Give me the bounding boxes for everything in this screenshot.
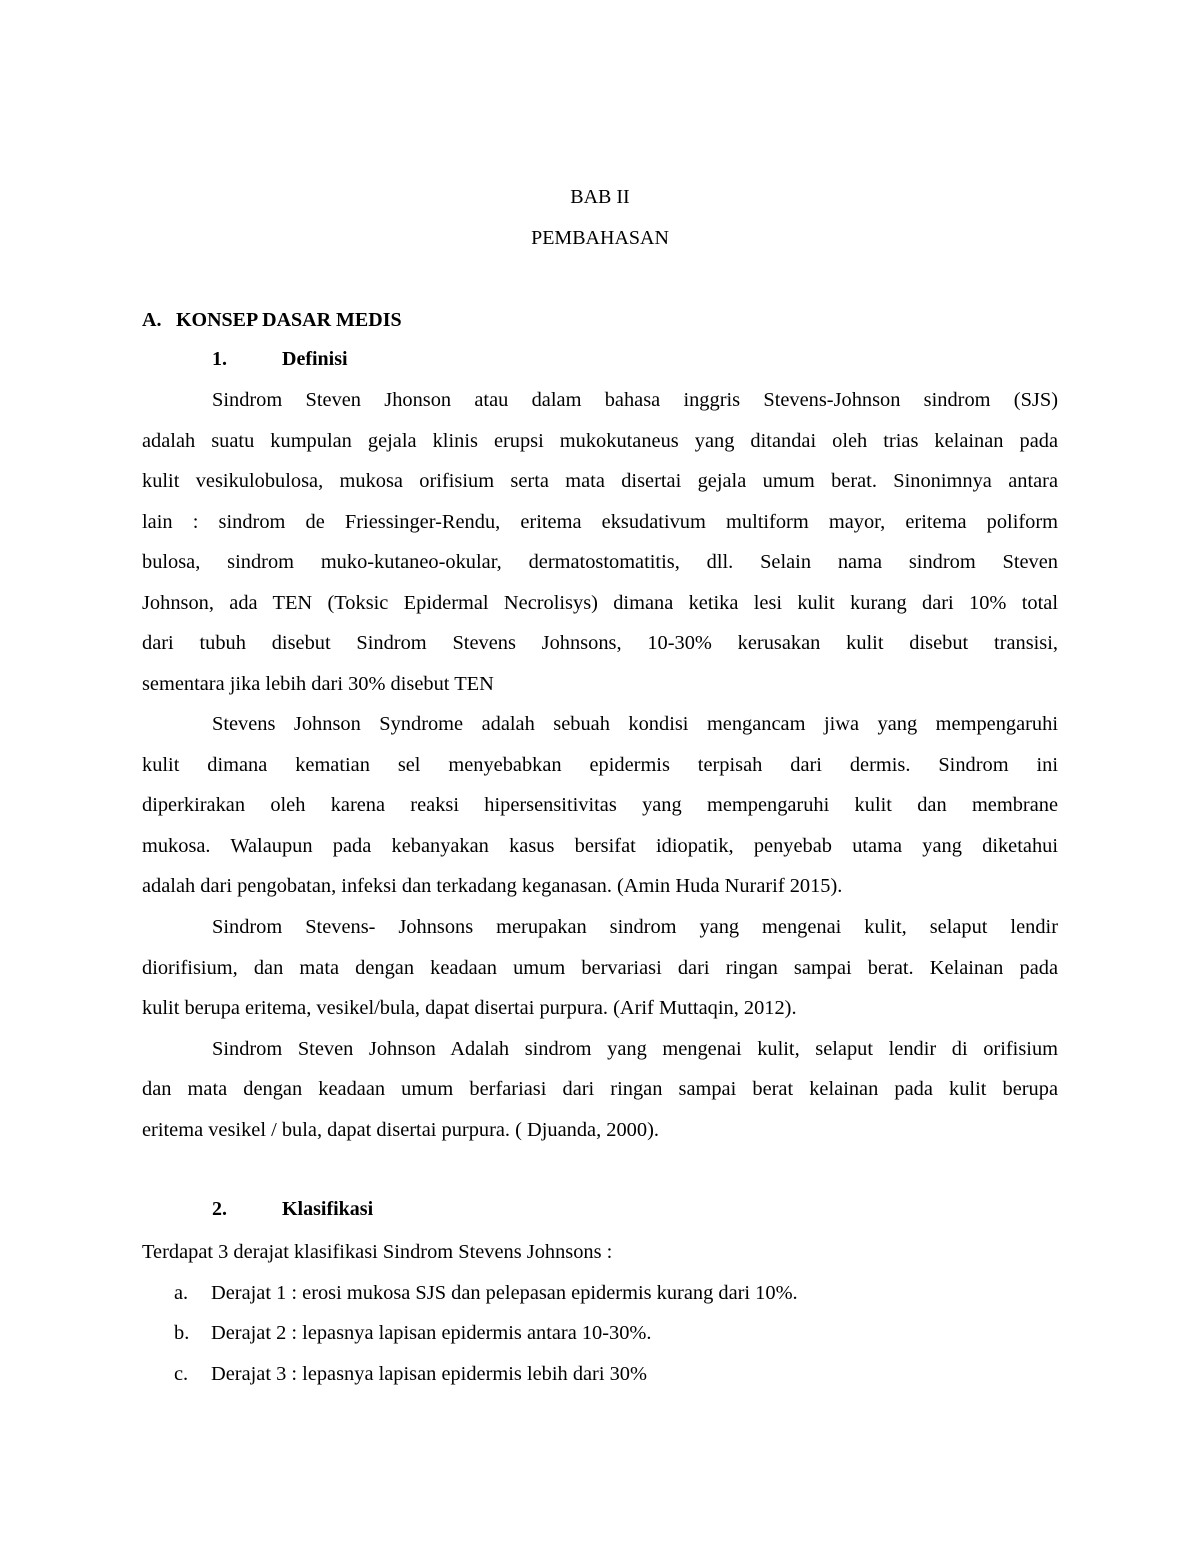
paragraph-line: Sindrom Steven Johnson Adalah sindrom yang mengenai kulit, selaput lendir di orifisium (212, 1038, 1058, 1060)
paragraph-line: adalah dari pengobatan, infeksi dan terkadang keganasan. (Amin Huda Nurarif 2015). (142, 875, 843, 897)
paragraph-line: mukosa. Walaupun pada kebanyakan kasus bersifat idiopatik, penyebab utama yang diketahui (142, 835, 1058, 857)
chapter-subtitle: PEMBAHASAN (531, 227, 669, 249)
subsection-number: 2. (212, 1198, 227, 1220)
section-title: KONSEP DASAR MEDIS (176, 309, 402, 331)
subsection-title: Klasifikasi (282, 1198, 374, 1220)
paragraph-line: Stevens Johnson Syndrome adalah sebuah kondisi mengancam jiwa yang mempengaruhi (212, 713, 1058, 735)
paragraph-line: sementara jika lebih dari 30% disebut TEN (142, 673, 494, 695)
list-item-marker: a. (174, 1282, 189, 1304)
paragraph-line: lain : sindrom de Friessinger-Rendu, eritema eksudativum multiform mayor, eritema poliform (142, 511, 1058, 533)
classification-intro: Terdapat 3 derajat klasifikasi Sindrom Stevens Johnsons : (142, 1241, 613, 1263)
chapter-title: BAB II (570, 186, 630, 208)
paragraph-line: eritema vesikel / bula, dapat disertai purpura. ( Djuanda, 2000). (142, 1119, 659, 1141)
paragraph-line: adalah suatu kumpulan gejala klinis erupsi mukokutaneus yang ditandai oleh trias kelainan pada (142, 430, 1058, 452)
subsection-number: 1. (212, 348, 227, 370)
paragraph-line: Johnson, ada TEN (Toksic Epidermal Necrolisys) dimana ketika lesi kulit kurang dari 10% total (142, 592, 1058, 614)
paragraph-line: dari tubuh disebut Sindrom Stevens Johnsons, 10-30% kerusakan kulit disebut transisi, (142, 632, 1058, 654)
list-item: Derajat 3 : lepasnya lapisan epidermis lebih dari 30% (211, 1363, 647, 1385)
paragraph-line: dan mata dengan keadaan umum berfariasi dari ringan sampai berat kelainan pada kulit berupa (142, 1078, 1058, 1100)
paragraph-line: Sindrom Steven Jhonson atau dalam bahasa inggris Stevens-Johnson sindrom (SJS) (212, 389, 1058, 411)
subsection-title: Definisi (282, 348, 348, 370)
paragraph-line: kulit vesikulobulosa, mukosa orifisium serta mata disertai gejala umum berat. Sinonimnya antara (142, 470, 1058, 492)
paragraph-line: diorifisium, dan mata dengan keadaan umum bervariasi dari ringan sampai berat. Kelainan pada (142, 957, 1058, 979)
paragraph-line: kulit berupa eritema, vesikel/bula, dapat disertai purpura. (Arif Muttaqin, 2012). (142, 997, 797, 1019)
paragraph-line: Sindrom Stevens- Johnsons merupakan sindrom yang mengenai kulit, selaput lendir (212, 916, 1058, 938)
list-item-marker: b. (174, 1322, 190, 1344)
paragraph-line: bulosa, sindrom muko-kutaneo-okular, dermatostomatitis, dll. Selain nama sindrom Steven (142, 551, 1058, 573)
list-item-marker: c. (174, 1363, 189, 1385)
paragraph-line: kulit dimana kematian sel menyebabkan epidermis terpisah dari dermis. Sindrom ini (142, 754, 1058, 776)
list-item: Derajat 2 : lepasnya lapisan epidermis antara 10-30%. (211, 1322, 652, 1344)
section-marker: A. (142, 309, 162, 331)
paragraph-line: diperkirakan oleh karena reaksi hipersensitivitas yang mempengaruhi kulit dan membrane (142, 794, 1058, 816)
list-item: Derajat 1 : erosi mukosa SJS dan pelepasan epidermis kurang dari 10%. (211, 1282, 798, 1304)
